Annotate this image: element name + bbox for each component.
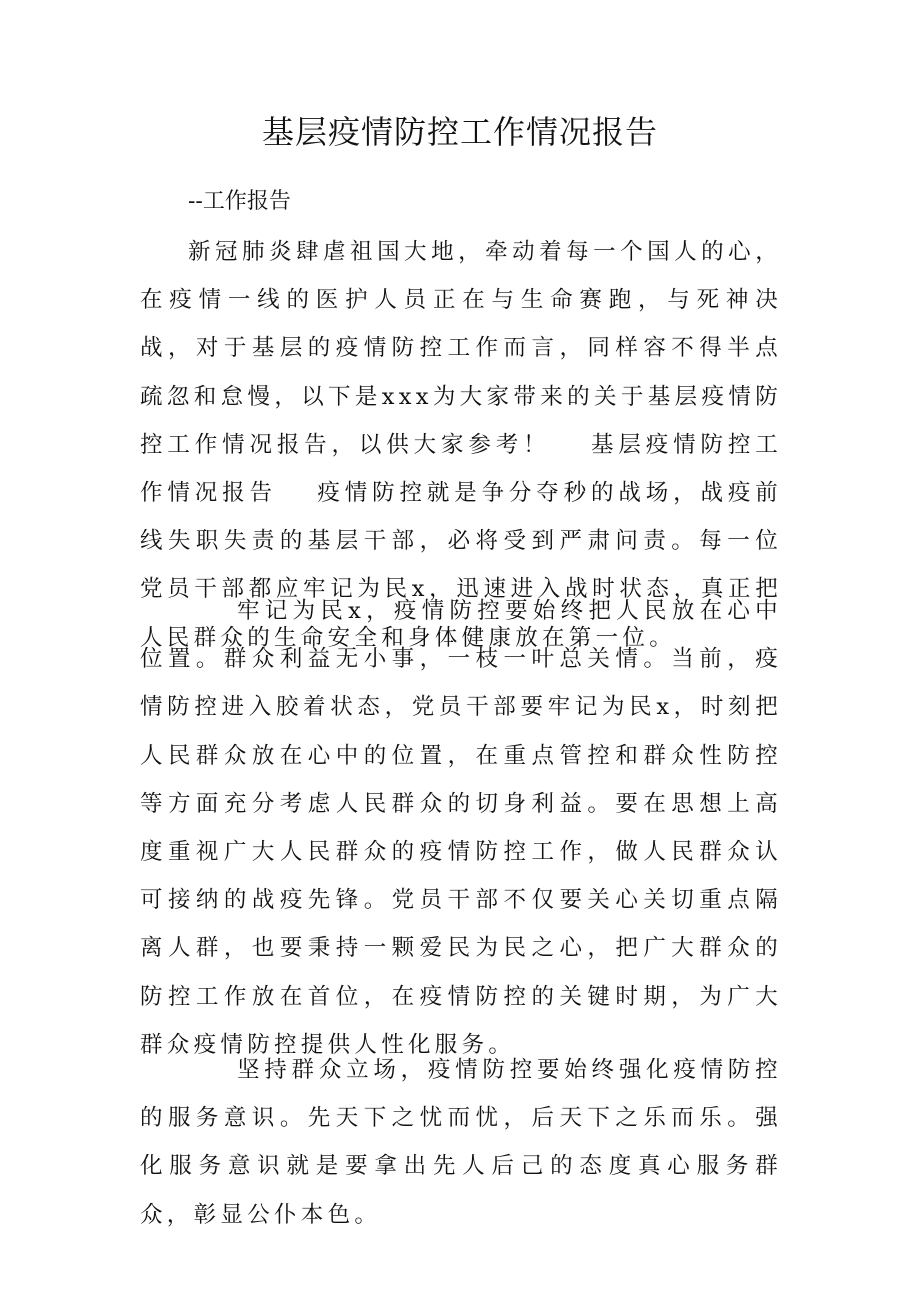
paragraph-1-inline-title: 基层疫情防控工作情况报告 xyxy=(140,431,782,507)
document-subtitle: --工作报告 xyxy=(188,189,291,214)
paragraph-1-intro: 新冠肺炎肆虐祖国大地，牵动着每一个国人的心，在疫情一线的医护人员正在与生命赛跑，与死神决战，对于基层的疫情防控工作而言，同样容不得半点疏忽和怠慢，以下是xxx为大家带来的关于基层疫情防控工作情况报告，以供大家参考！ xyxy=(140,239,782,458)
paragraph-3: 坚持群众立场，疫情防控要始终强化疫情防控的服务意识。先天下之忧而忧，后天下之乐而乐。强化服务意识就是要拿出先人后己的态度真心服务群众，彰显公仆本色。 xyxy=(140,1057,782,1228)
paragraph-2: 牢记为民x，疫情防控要始终把人民放在心中位置。群众利益无小事，一枝一叶总关情。当前，疫情防控进入胶着状态，党员干部要牢记为民x，时刻把人民群众放在心中的位置，在重点管控和群众性防控等方面充分考虑人民群众的切身利益。要在思想上高度重视广大人民群众的疫情防控工作，做人民群众认可接纳的战疫先锋。党员干部不仅要关心关切重点隔离人群，也要秉持一颗爱民为民之心，把广大群众的防控工作放在首位，在疫情防控的关键时期，为广大群众疫情防控提供人性化服务。 xyxy=(140,598,782,1058)
document-title: 基层疫情防控工作情况报告 xyxy=(261,113,658,151)
paragraph-1-body: 疫情防控就是争分夺秒的战场，战疫前线失职失责的基层干部，必将受到严肃问责。每一位党员干部都应牢记为民x，迅速进入战时状态，真正把人民群众的生命安全和身体健康放在第一位。 xyxy=(140,480,782,651)
